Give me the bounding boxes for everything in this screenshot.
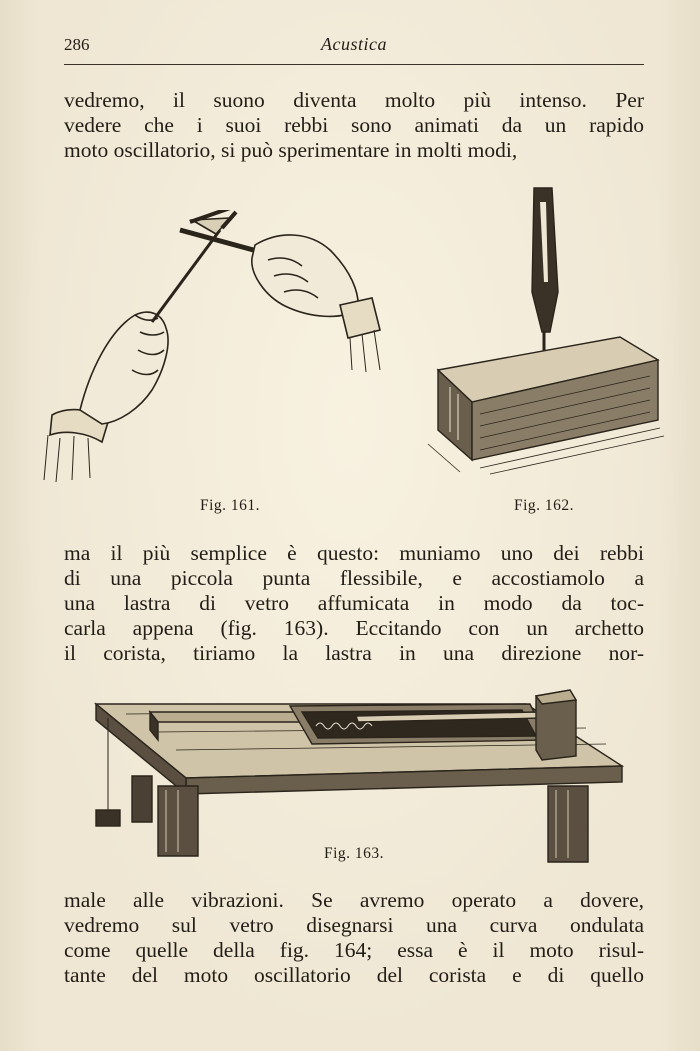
text-line: vedremo sul vetro disegnarsi una curva ondulata (64, 913, 644, 937)
figure-162-caption: Fig. 162. (514, 497, 575, 514)
page-number: 286 (64, 35, 90, 54)
figure-163-illustration (86, 682, 626, 872)
paragraph-1 (64, 88, 644, 163)
figure-161-caption: Fig. 161. (200, 497, 261, 514)
text-line: una lastra di vetro affumicata in modo da toc- (64, 591, 644, 615)
text-line: vedremo, il suono diventa molto più intenso. Per (64, 88, 644, 112)
text-line: di una piccola punta flessibile, e accostiamolo a (64, 566, 644, 590)
text-line: male alle vibrazioni. Se avremo operato a dovere, (64, 888, 644, 912)
text-line: come quelle della fig. 164; essa è il moto risul- (64, 938, 644, 962)
paragraph-2 (64, 541, 644, 666)
text-line: tante del moto oscillatorio del corista e di quello (64, 963, 644, 987)
text-line: ma il più semplice è questo: muniamo uno dei rebbi (64, 541, 644, 565)
text-line: carla appena (fig. 163). Eccitando con un archetto (64, 616, 644, 640)
figure-161-illustration (40, 210, 400, 490)
page-header (64, 32, 644, 60)
figure-163-caption: Fig. 163. (324, 845, 385, 862)
figure-162-illustration (420, 182, 670, 482)
header-rule (64, 64, 644, 65)
text-line: il corista, tiriamo la lastra in una direzione nor- (64, 641, 644, 665)
paragraph-3 (64, 888, 644, 988)
text-line: moto oscillatorio, si può sperimentare in molti modi, (64, 138, 518, 162)
running-title: Acustica (321, 34, 387, 54)
text-line: vedere che i suoi rebbi sono animati da un rapido (64, 113, 644, 137)
